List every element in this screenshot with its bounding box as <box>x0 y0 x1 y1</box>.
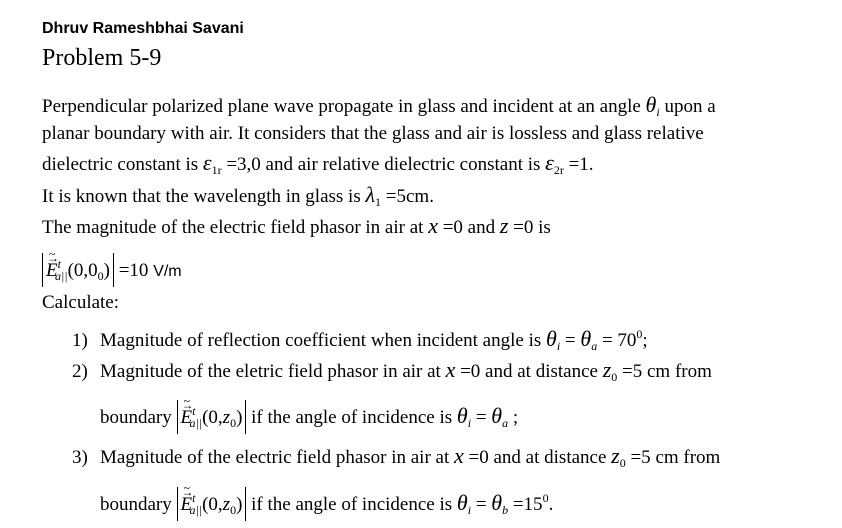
text: ) <box>236 407 243 428</box>
text: ) <box>236 494 243 515</box>
theta-symbol: θ <box>645 92 657 117</box>
text: cm. <box>405 186 434 207</box>
subscript: 0 <box>97 269 104 283</box>
text: =3,0 and air relative dielectric constant is <box>221 154 546 175</box>
wavelength-line <box>42 183 434 214</box>
subscript: 0 <box>230 416 237 430</box>
text: . <box>548 494 554 515</box>
x-symbol: x <box>445 357 456 382</box>
subscript: a|| <box>189 503 203 517</box>
e-vector-symbol: → E ~ <box>46 260 58 282</box>
text: =5 <box>617 361 643 382</box>
text: = <box>471 407 492 428</box>
question-2 <box>72 358 712 389</box>
problem-title: Problem 5-9 <box>42 45 162 71</box>
subscript: a|| <box>54 269 68 283</box>
text: =0 is <box>508 217 551 238</box>
text: cm from <box>650 447 721 468</box>
text: =5 <box>625 447 651 468</box>
text: boundary <box>100 407 177 428</box>
theta-symbol: θ <box>580 326 592 351</box>
question-3-boundary <box>100 486 553 522</box>
subscript: 0 <box>619 456 626 470</box>
text: (0, <box>202 407 223 428</box>
text: upon a <box>659 96 716 117</box>
text: =0 and <box>437 217 500 238</box>
superscript: 0 <box>542 491 549 505</box>
text: It is known that the wavelength in glass is <box>42 186 366 207</box>
z-symbol: z <box>602 357 612 382</box>
text: =0 and at distance <box>455 361 603 382</box>
e-vector-symbol: → E ~ <box>181 494 193 516</box>
text: = <box>471 494 492 515</box>
text: boundary <box>100 494 177 515</box>
text: Perpendicular polarized plane wave propagate in glass and incident at an angle <box>42 96 646 117</box>
theta-symbol: θ <box>456 403 468 428</box>
intro-line-1 <box>42 93 716 124</box>
subscript: 2r <box>553 163 564 177</box>
question-3 <box>72 444 720 475</box>
superscript: t <box>192 404 196 418</box>
text: Magnitude of the electric field phasor in air at <box>100 447 455 468</box>
subscript: i <box>467 503 472 517</box>
text: ) <box>103 260 110 281</box>
subscript: i <box>467 416 472 430</box>
calculate-label: Calculate: <box>42 292 120 313</box>
author-name: Dhruv Rameshbhai Savani <box>42 20 244 37</box>
text: = 70 <box>597 330 637 351</box>
question-2-boundary <box>100 400 518 435</box>
subscript: 1r <box>211 163 222 177</box>
subscript: b <box>502 503 509 517</box>
text: if the angle of incidence is <box>246 407 457 428</box>
text: The magnitude of the electric field phasor in air at <box>42 217 429 238</box>
superscript: t <box>192 491 196 505</box>
text: cm from <box>642 361 712 382</box>
epsilon-symbol: ε <box>202 150 212 175</box>
subscript: a <box>591 339 598 353</box>
theta-symbol: θ <box>491 490 503 515</box>
question-1 <box>72 322 648 358</box>
given-field-equation <box>42 253 182 287</box>
unit: V/m <box>153 263 182 280</box>
text: (0,0 <box>67 260 98 281</box>
subscript: a|| <box>189 416 203 430</box>
z-symbol: z <box>611 443 620 468</box>
x-symbol: x <box>454 443 464 468</box>
list-number: 3) <box>72 447 88 468</box>
theta-symbol: θ <box>546 326 557 351</box>
lambda-symbol: λ <box>365 182 376 207</box>
list-number: 2) <box>72 361 88 382</box>
subscript: 0 <box>611 370 618 384</box>
text: Magnitude of the eletric field phasor in air at <box>100 361 446 382</box>
subscript: a <box>502 416 509 430</box>
subscript: 0 <box>230 503 237 517</box>
text: Magnitude of reflection coefficient when incident angle is <box>100 330 546 351</box>
list-number: 1) <box>72 330 88 351</box>
intro-line-3 <box>42 151 594 182</box>
magnitude-bars <box>42 253 114 287</box>
intro-line-2: planar boundary with air. It considers that the glass and air is lossless and glass relative <box>42 123 704 144</box>
text: =15 <box>508 494 543 515</box>
text: =1. <box>563 154 594 175</box>
magnitude-bars <box>177 487 247 521</box>
text: dielectric constant is <box>42 154 203 175</box>
superscript: t <box>57 257 61 271</box>
superscript: 0 <box>636 327 643 341</box>
subscript: 1 <box>375 195 382 209</box>
subscript: i <box>656 105 660 119</box>
text: =10 <box>113 260 154 281</box>
text: if the angle of incidence is <box>246 494 457 515</box>
theta-symbol: θ <box>456 490 468 515</box>
z-symbol: z <box>222 494 231 515</box>
text: =0 and at distance <box>463 447 612 468</box>
z-symbol: z <box>499 213 509 238</box>
text: ; <box>508 407 519 428</box>
z-symbol: z <box>222 407 231 428</box>
text: = <box>560 330 581 351</box>
theta-symbol: θ <box>491 403 503 428</box>
text: (0, <box>202 494 223 515</box>
text: =5 <box>381 186 406 207</box>
x-symbol: x <box>428 213 438 238</box>
e-vector-symbol: → E ~ <box>181 407 193 429</box>
field-line <box>42 214 551 240</box>
subscript: i <box>556 339 561 353</box>
text: ; <box>642 330 648 351</box>
magnitude-bars <box>177 400 247 434</box>
epsilon-symbol: ε <box>545 150 554 175</box>
